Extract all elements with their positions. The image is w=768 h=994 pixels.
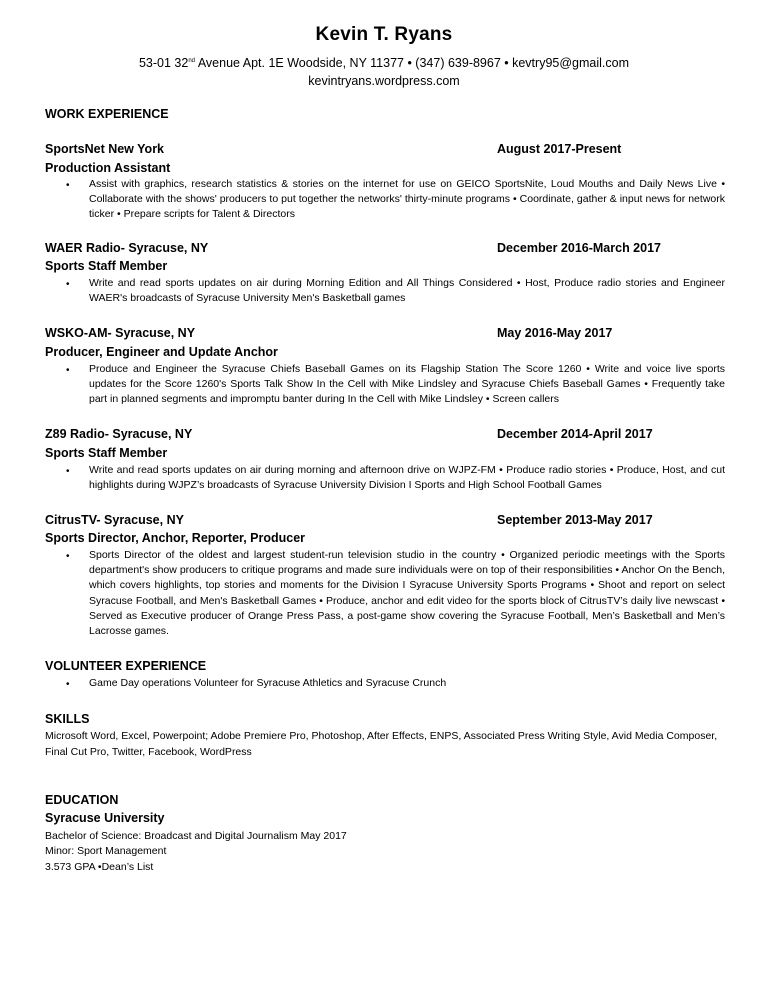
job-dates: May 2016-May 2017 <box>497 326 613 340</box>
job-description: Sports Director of the oldest and largest student-run television studio in the country • Organized periodic meetings with the Sports department's show producers to critique programs and made sure individuals were on top of their responsibilities • Anchor On the Bench, which covers highlights, top stories and moments for the Division I Syracuse University Sports Programs • Shoot and report on select Syracuse Football, and Men's Basketball Games • Produce, anchor and edit video for the sports block of CitrusTV’s daily live newscast • Served as Executive producer of Orange Press Pass, a post-game show covering the Syracuse Football, Men’s Basketball and Men’s Lacrosse games. <box>89 549 725 638</box>
address-superscript: nd <box>188 58 196 64</box>
school-name: Syracuse University <box>45 811 165 825</box>
work-experience-heading: WORK EXPERIENCE <box>45 107 169 121</box>
bullet-icon: • <box>66 180 70 191</box>
job-employer: CitrusTV- Syracuse, NY <box>45 513 184 527</box>
job-role: Producer, Engineer and Update Anchor <box>45 345 278 359</box>
bullet-icon: • <box>66 551 70 562</box>
bullet-icon: • <box>66 679 70 690</box>
skills-text: Microsoft Word, Excel, Powerpoint; Adobe Premiere Pro, Photoshop, After Effects, ENPS, Associated Press Writing Style, Avid Media Composer, Final Cut Pro, Twitter, Facebook, WordPress <box>45 730 718 758</box>
skills-heading: SKILLS <box>45 712 90 726</box>
candidate-name: Kevin T. Ryans <box>315 24 453 45</box>
degree-line: Bachelor of Science: Broadcast and Digital Journalism May 2017 <box>45 830 347 842</box>
job-description: Write and read sports updates on air during morning and afternoon drive on WJPZ-FM • Produce radio stories • Produce, Host, and cut highlights during WJPZ’s broadcasts of Syracuse University Division I Sports and High School Football Games <box>89 464 725 492</box>
minor-line: Minor: Sport Management <box>45 845 167 857</box>
job-role: Production Assistant <box>45 161 171 175</box>
job-employer: Z89 Radio- Syracuse, NY <box>45 427 193 441</box>
contact-block <box>0 52 768 90</box>
job-description: Produce and Engineer the Syracuse Chiefs Baseball Games on its Flagship Station The Score 1260 • Write and voice live sports updates for the Score 1260's Sports Talk Show In the Cell with Mike Lindsley and Syracuse Chiefs Baseball Games • Frequently take part in planned segments and impromptu banter during In the Cell with Mike Lindsley • Screen callers <box>89 363 725 406</box>
address-rest: Avenue Apt. 1E Woodside, NY 11377 • (347) 639-8967 • kevtry95@gmail.com <box>195 56 629 71</box>
job-role: Sports Staff Member <box>45 446 168 460</box>
job-employer: WAER Radio- Syracuse, NY <box>45 241 209 255</box>
job-description: Write and read sports updates on air during Morning Edition and All Things Considered • Host, Produce radio stories and Engineer WAER's broadcasts of Syracuse University Men's Basketball games <box>89 277 725 305</box>
bullet-icon: • <box>66 466 70 477</box>
volunteer-heading: VOLUNTEER EXPERIENCE <box>45 659 207 673</box>
gpa-line: 3.573 GPA •Dean’s List <box>45 861 154 873</box>
job-role: Sports Director, Anchor, Reporter, Producer <box>45 531 306 545</box>
job-dates: September 2013-May 2017 <box>497 513 653 527</box>
address-prefix: 53-01 32 <box>138 56 189 71</box>
job-employer: WSKO-AM- Syracuse, NY <box>45 326 196 340</box>
job-dates: December 2016-March 2017 <box>497 241 661 255</box>
job-employer: SportsNet New York <box>45 142 165 156</box>
contact-line <box>0 52 768 72</box>
job-description: Assist with graphics, research statistics & stories on the internet for use on GEICO SportsNite, Loud Mouths and Daily News Live • Collaborate with the shows' producers to put together the networks' thirty-minute programs • Coordinate, gather & input news for network ticker • Prepare scripts for Talent & Directors <box>89 178 725 221</box>
website-link[interactable]: kevintryans.wordpress.com <box>308 74 460 89</box>
job-role: Sports Staff Member <box>45 259 168 273</box>
bullet-icon: • <box>66 279 70 290</box>
job-dates: December 2014-April 2017 <box>497 427 653 441</box>
education-heading: EDUCATION <box>45 793 119 807</box>
bullet-icon: • <box>66 365 70 376</box>
volunteer-description: Game Day operations Volunteer for Syracuse Athletics and Syracuse Crunch <box>89 677 447 689</box>
job-dates: August 2017-Present <box>497 142 622 156</box>
